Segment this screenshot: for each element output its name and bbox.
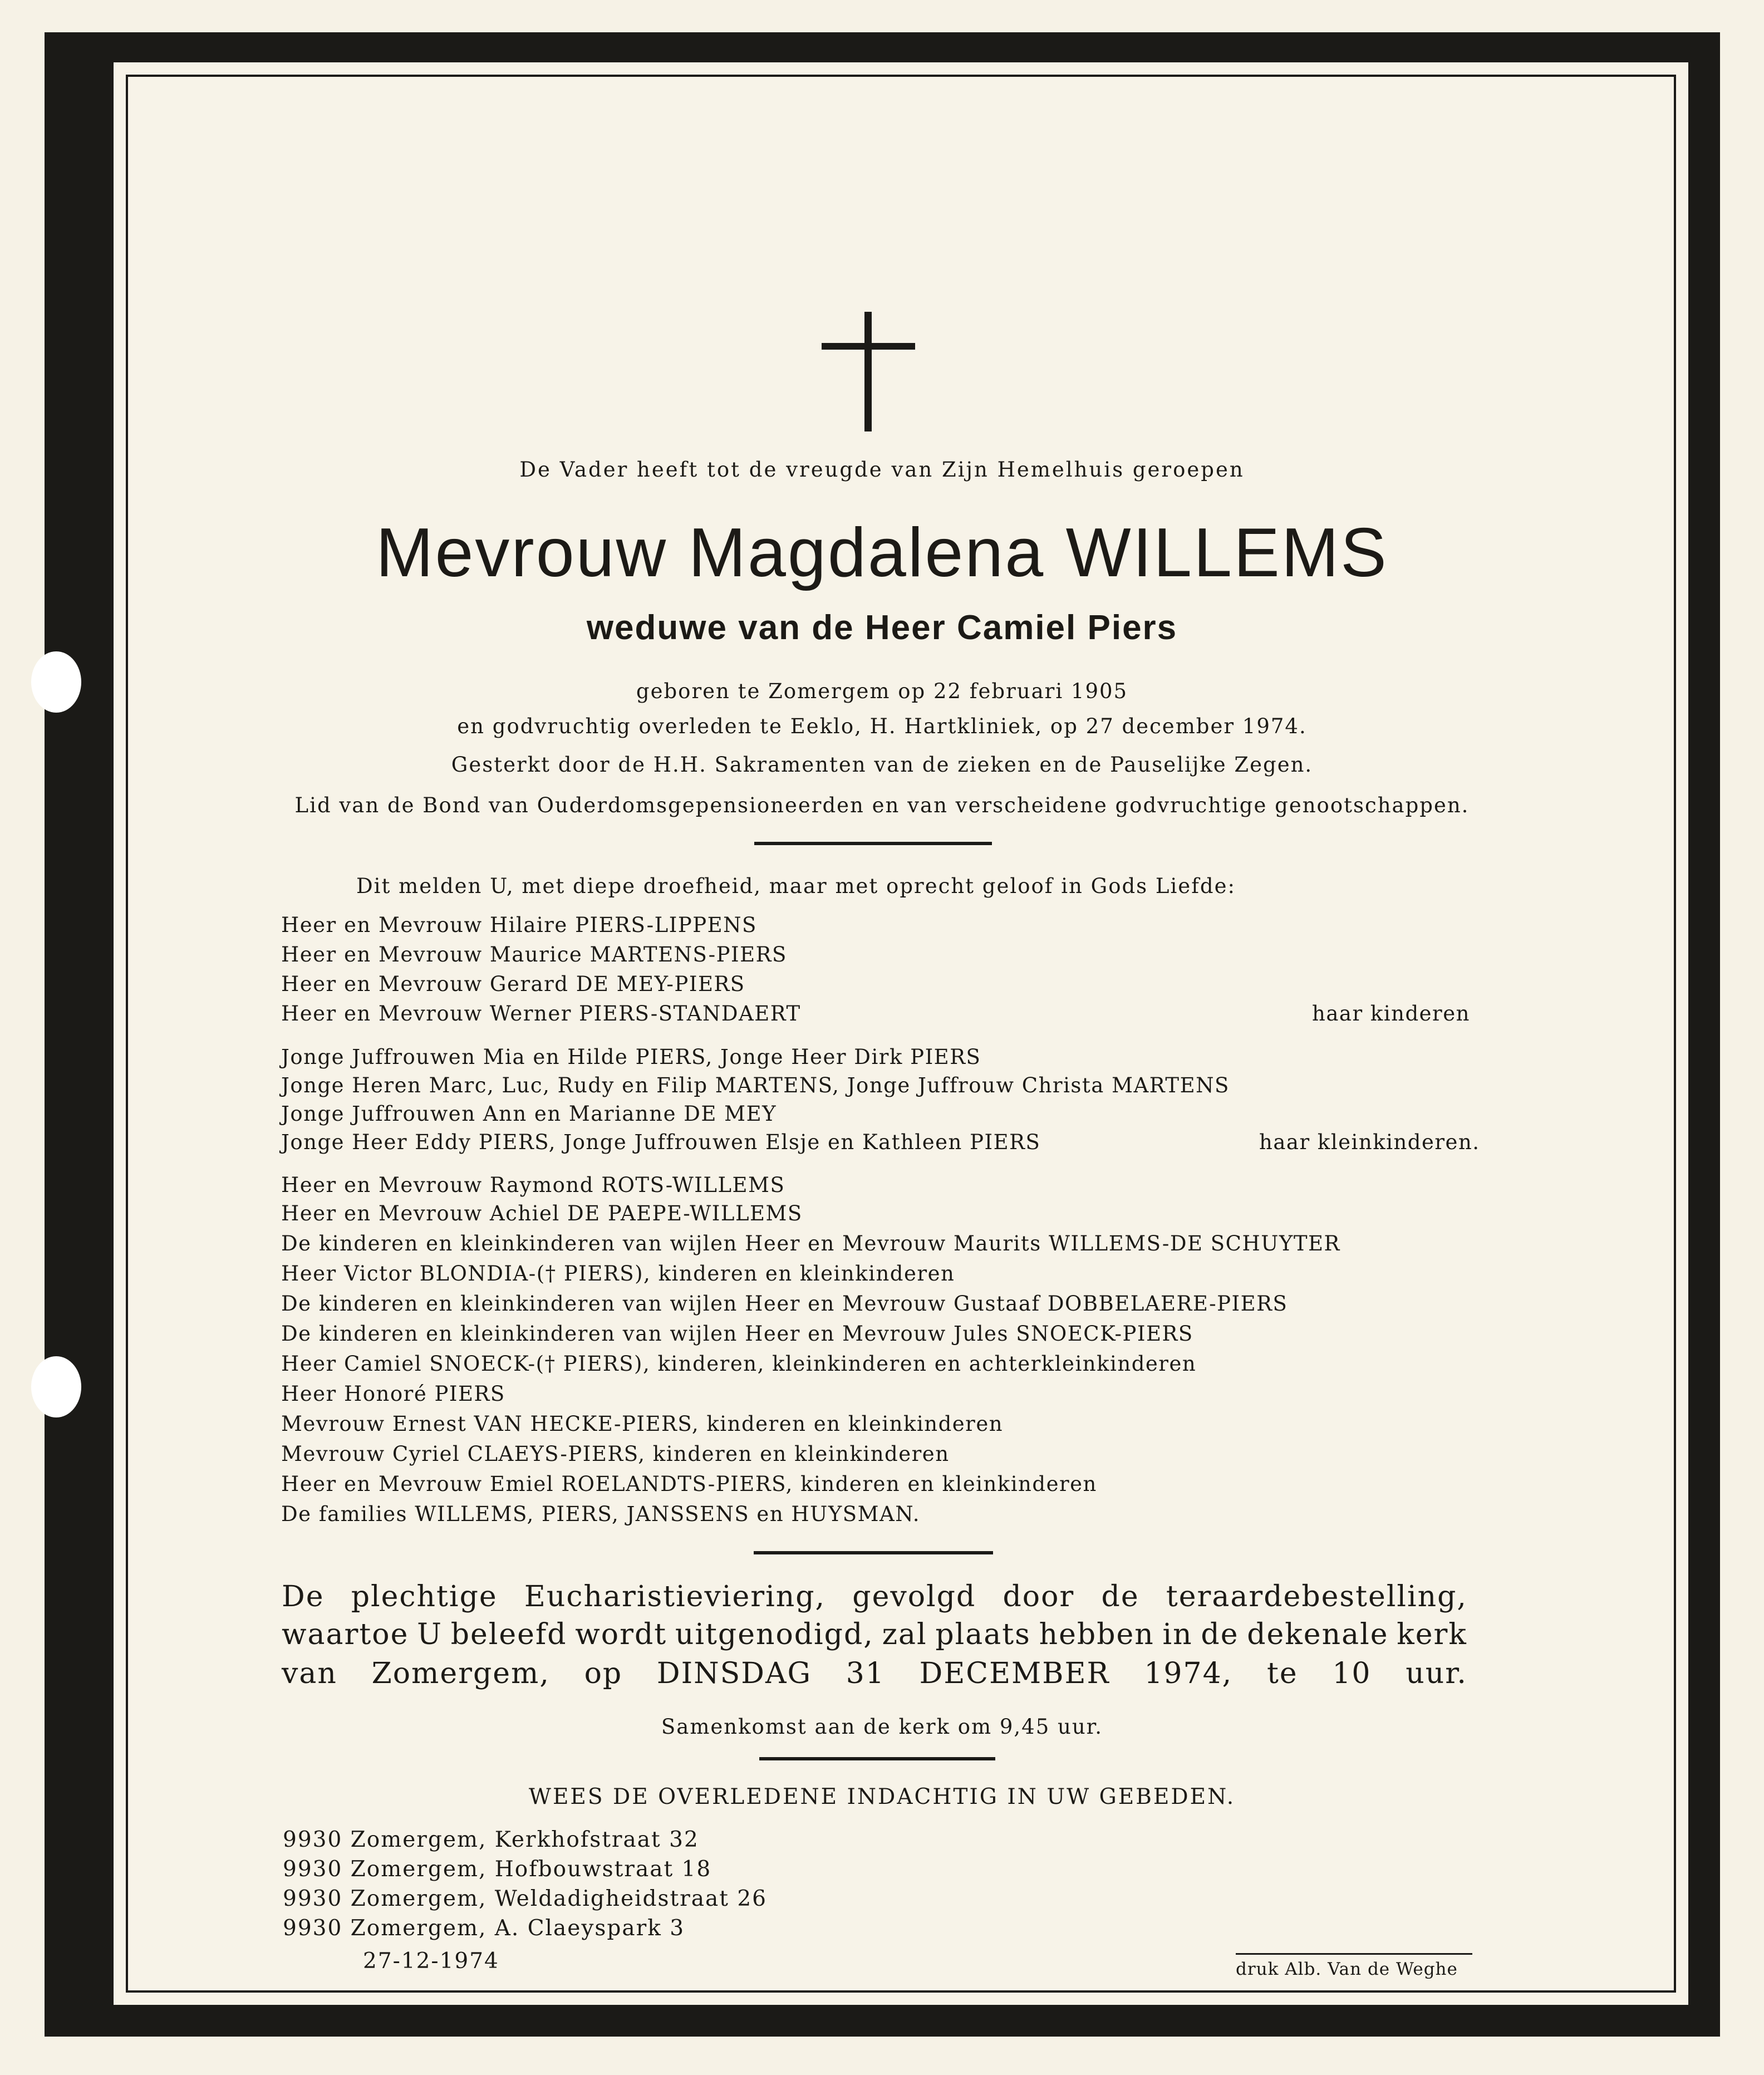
widow-line: weduwe van de Heer Camiel Piers	[586, 609, 1178, 647]
invitation-word: 1974,	[1144, 1657, 1233, 1690]
relative-line: De kinderen en kleinkinderen van wijlen Heer en Mevrouw Jules SNOECK-PIERS	[281, 1322, 1193, 1346]
divider	[759, 1757, 995, 1760]
invitation-line	[282, 1657, 1467, 1690]
notice-date: 27-12-1974	[363, 1949, 499, 1974]
invitation-word: plaats	[935, 1618, 1031, 1651]
printer-credit: druk Alb. Van de Weghe	[1236, 1953, 1472, 1979]
relative-line: Heer en Mevrouw Achiel DE PAEPE-WILLEMS	[281, 1201, 803, 1225]
intro-text: De Vader heeft tot de vreugde van Zijn Hemelhuis geroepen	[519, 458, 1245, 482]
invitation-word: in	[1162, 1618, 1193, 1651]
invitation-word: waartoe	[282, 1618, 409, 1651]
invitation-word: 10	[1332, 1657, 1372, 1690]
relative-line: Heer Honoré PIERS	[281, 1382, 505, 1406]
invitation-word: zal	[882, 1618, 927, 1651]
sacraments-line: Gesterkt door de H.H. Sakramenten van de zieken en de Pauselijke Zegen.	[451, 753, 1313, 777]
invitation-word: beleefd	[450, 1618, 567, 1651]
grandchild-line: Jonge Juffrouwen Ann en Marianne DE MEY	[281, 1102, 777, 1126]
invitation-word: van	[282, 1657, 337, 1690]
invitation-word: de	[1201, 1618, 1239, 1651]
address-line: 9930 Zomergem, Hofbouwstraat 18	[283, 1857, 712, 1882]
invitation-word: uitgenodigd,	[675, 1618, 874, 1651]
invitation-word: de	[1101, 1580, 1139, 1613]
relative-line: Mevrouw Cyriel CLAEYS-PIERS, kinderen en kleinkinderen	[281, 1442, 950, 1466]
grandchild-line: Jonge Heer Eddy PIERS, Jonge Juffrouwen Elsje en Kathleen PIERS	[281, 1130, 1041, 1154]
invitation-line	[282, 1618, 1467, 1651]
membership-line: Lid van de Bond van Ouderdomsgepensioneerden en van verscheidene godvruchtige genootschappen.	[294, 793, 1470, 817]
children-label: haar kinderen	[1312, 1002, 1470, 1026]
invitation-word: hebben	[1039, 1618, 1154, 1651]
invitation-word: Eucharistieviering,	[524, 1580, 826, 1613]
cross-icon	[822, 312, 915, 431]
relative-line: Heer Camiel SNOECK-(† PIERS), kinderen, kleinkinderen en achterkleinkinderen	[281, 1352, 1197, 1376]
relative-line: Heer en Mevrouw Emiel ROELANDTS-PIERS, kinderen en kleinkinderen	[281, 1472, 1097, 1496]
birth-line: geboren te Zomergem op 22 februari 1905	[636, 679, 1128, 703]
death-line: en godvruchtig overleden te Eeklo, H. Hartkliniek, op 27 december 1974.	[457, 714, 1307, 738]
invitation-word: 31	[846, 1657, 885, 1690]
relative-line: Mevrouw Ernest VAN HECKE-PIERS, kinderen en kleinkinderen	[281, 1412, 1004, 1436]
invitation-word: op	[584, 1657, 623, 1690]
deceased-name: Mevrouw Magdalena WILLEMS	[376, 514, 1388, 591]
invitation-word: te	[1266, 1657, 1298, 1690]
punch-hole-bottom	[31, 1356, 81, 1417]
invitation-word: plechtige	[351, 1580, 498, 1613]
prayer-request: WEES DE OVERLEDENE INDACHTIG IN UW GEBEDEN.	[528, 1784, 1236, 1809]
child-line: Heer en Mevrouw Maurice MARTENS-PIERS	[281, 943, 787, 967]
relative-line: Heer Victor BLONDIA-(† PIERS), kinderen en kleinkinderen	[281, 1262, 955, 1286]
address-line: 9930 Zomergem, Kerkhofstraat 32	[283, 1827, 699, 1852]
relative-line: De families WILLEMS, PIERS, JANSSENS en HUYSMAN.	[281, 1502, 921, 1526]
child-line: Heer en Mevrouw Hilaire PIERS-LIPPENS	[281, 913, 757, 937]
invitation-word: uur.	[1406, 1657, 1467, 1690]
divider	[754, 1551, 993, 1554]
invitation-word: dekenale	[1247, 1618, 1389, 1651]
invitation-word: De	[282, 1580, 325, 1613]
address-line: 9930 Zomergem, Weldadigheidstraat 26	[283, 1886, 767, 1911]
invitation-word: door	[1003, 1580, 1075, 1613]
grandchildren-label: haar kleinkinderen.	[1259, 1130, 1480, 1154]
invitation-word: teraardebestelling,	[1166, 1580, 1467, 1613]
divider	[754, 842, 992, 845]
invitation-word: DECEMBER	[919, 1657, 1110, 1690]
announcement-text: Dit melden U, met diepe droefheid, maar met oprecht geloof in Gods Liefde:	[356, 874, 1236, 898]
relative-line: De kinderen en kleinkinderen van wijlen Heer en Mevrouw Maurits WILLEMS-DE SCHUYTER	[281, 1232, 1340, 1255]
invitation-word: Zomergem,	[371, 1657, 550, 1690]
child-line: Heer en Mevrouw Werner PIERS-STANDAERT	[281, 1002, 801, 1026]
relative-line: De kinderen en kleinkinderen van wijlen Heer en Mevrouw Gustaaf DOBBELAERE-PIERS	[281, 1292, 1288, 1316]
grandchild-line: Jonge Juffrouwen Mia en Hilde PIERS, Jonge Heer Dirk PIERS	[281, 1045, 981, 1069]
meeting-time: Samenkomst aan de kerk om 9,45 uur.	[661, 1715, 1103, 1739]
invitation-line	[282, 1580, 1467, 1613]
relative-line: Heer en Mevrouw Raymond ROTS-WILLEMS	[281, 1173, 785, 1197]
invitation-word: kerk	[1397, 1618, 1467, 1651]
address-line: 9930 Zomergem, A. Claeyspark 3	[283, 1916, 685, 1941]
invitation-word: U	[417, 1618, 443, 1651]
invitation-word: wordt	[575, 1618, 667, 1651]
invitation-word: DINSDAG	[656, 1657, 812, 1690]
grandchild-line: Jonge Heren Marc, Luc, Rudy en Filip MARTENS, Jonge Juffrouw Christa MARTENS	[281, 1073, 1230, 1097]
child-line: Heer en Mevrouw Gerard DE MEY-PIERS	[281, 972, 745, 996]
invitation-word: gevolgd	[852, 1580, 976, 1613]
